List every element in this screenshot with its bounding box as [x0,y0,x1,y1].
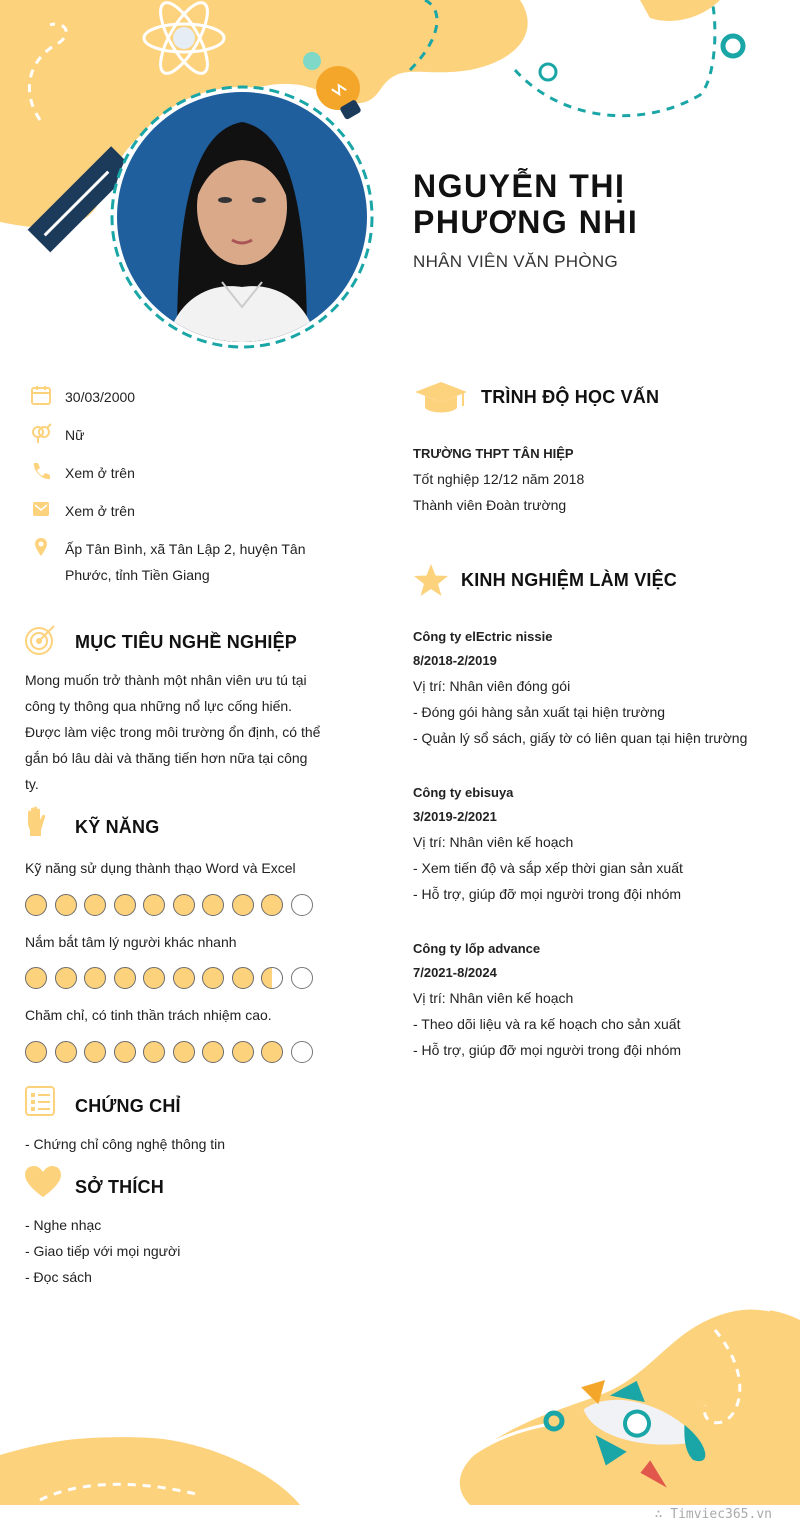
job-period: 8/2018-2/2019 [413,653,497,668]
certificates-title: CHỨNG CHỈ [75,1096,181,1116]
rating-dot [114,894,136,916]
skill-name: Nắm bắt tâm lý người khác nhanh [25,934,237,950]
job-line: Vị trí: Nhân viên kế hoạch [413,990,574,1006]
job-line: - Đóng gói hàng sản xuất tại hiện trường [413,704,666,720]
hobby-item: - Giao tiếp với mọi người [25,1243,181,1259]
skill-rating [25,894,313,916]
job-line: - Hỗ trợ, giúp đỡ mọi người trong đội nhóm [413,886,682,902]
rating-dot [84,1041,106,1063]
rating-dot [25,1041,47,1063]
gender-text: Nữ [65,427,85,443]
job-line: - Quản lý sổ sách, giấy tờ có liên quan tại hiện trường [413,730,748,746]
hand-icon [24,806,48,838]
info-phone [30,460,135,482]
rating-dot [114,967,136,989]
job-line: Vị trí: Nhân viên đóng gói [413,678,571,694]
company-name: Công ty elEctric nissie [413,629,553,644]
rating-dot [261,894,283,916]
experience-title: KINH NGHIỆM LÀM VIỆC [461,570,678,590]
job-line: Vị trí: Nhân viên kế hoạch [413,834,574,850]
rating-dot [55,967,77,989]
rating-dot [202,1041,224,1063]
rating-dot [25,894,47,916]
rating-dot [84,967,106,989]
education-line: Thành viên Đoàn trường [413,497,567,513]
rating-dot [291,894,313,916]
company-name: Công ty ebisuya [413,785,514,800]
rating-dot [173,1041,195,1063]
skill-name: Chăm chỉ, có tinh thần trách nhiệm cao. [25,1007,272,1023]
phone-icon [30,460,52,482]
rating-dot [55,894,77,916]
profile-photo [117,92,367,342]
rating-dot [25,967,47,989]
certificate-item: - Chứng chỉ công nghệ thông tin [25,1136,226,1152]
rating-dot [232,1041,254,1063]
email-icon [30,498,52,520]
hobbies-title: SỞ THÍCH [75,1177,164,1197]
rating-dot [55,1041,77,1063]
hobby-item: - Đọc sách [25,1269,92,1285]
graduation-cap-icon [413,380,469,416]
info-address [30,536,306,583]
job-period: 7/2021-8/2024 [413,965,497,980]
rating-dot [143,894,165,916]
rating-dot [261,1041,283,1063]
job-period: 3/2019-2/2021 [413,809,497,824]
email-text: Xem ở trên [65,503,135,519]
job-line: - Hỗ trợ, giúp đỡ mọi người trong đội nhóm [413,1042,682,1058]
company-name: Công ty lốp advance [413,941,541,956]
objective-title: MỤC TIÊU NGHỀ NGHIỆP [75,632,298,652]
info-birthdate [30,384,136,406]
avatar-portrait [117,92,367,342]
checklist-icon [24,1085,56,1117]
address-text: Ấp Tân Bình, xã Tân Lập 2, huyện Tân Phước, tỉnh Tiền Giang [65,541,306,583]
job-line: - Theo dõi liệu và ra kế hoạch cho sản xuất [413,1016,681,1032]
heart-icon [24,1165,62,1199]
rating-dot [173,967,195,989]
candidate-name: NGUYỄN THỊ PHƯƠNG NHI [413,168,639,240]
info-gender [30,422,85,444]
info-email [30,498,135,520]
skill-name: Kỹ năng sử dụng thành thạo Word và Excel [25,860,296,876]
rating-dot [84,894,106,916]
rating-dot [291,967,313,989]
job-line: - Xem tiến độ và sắp xếp thời gian sản xuất [413,860,683,876]
job-title: NHÂN VIÊN VĂN PHÒNG [413,252,619,271]
rating-dot [202,894,224,916]
hobby-item: - Nghe nhạc [25,1217,102,1233]
skills-title: KỸ NĂNG [75,817,160,837]
calendar-icon [30,384,52,406]
rating-dot [202,967,224,989]
rating-dot [143,1041,165,1063]
phone-text: Xem ở trên [65,465,135,481]
star-icon [413,563,449,597]
location-pin-icon [30,536,52,558]
gender-icon [30,422,52,444]
birthdate-text: 30/03/2000 [65,389,136,405]
objective-text: Mong muốn trở thành một nhân viên ưu tú tại công ty thông qua những nổ lực cống hiến. Được làm việc trong môi trường ổn định, có thể gắn bó lâu dài và thăng tiến hơn nữa tại công ty. [25,672,321,792]
education-line: Tốt nghiệp 12/12 năm 2018 [413,471,585,487]
skill-rating [25,1041,313,1063]
rating-dot [173,894,195,916]
rating-dot [261,967,283,989]
education-title: TRÌNH ĐỘ HỌC VẤN [481,387,660,407]
rating-dot [232,894,254,916]
rating-dot [114,1041,136,1063]
rating-dot [291,1041,313,1063]
school-name: TRƯỜNG THPT TÂN HIỆP [413,446,574,461]
skill-rating [25,967,313,989]
rating-dot [143,967,165,989]
rating-dot [232,967,254,989]
watermark: ∴ Timviec365.vn [654,1507,772,1522]
target-icon [24,622,58,656]
